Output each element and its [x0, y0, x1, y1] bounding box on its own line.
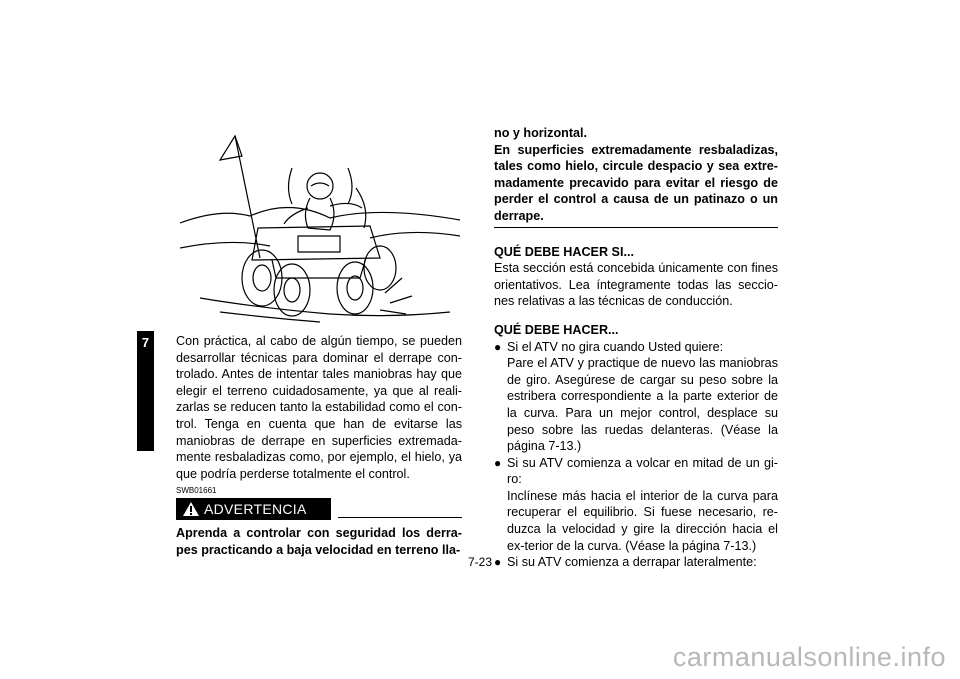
warning-continuation-2: En superficies extremadamente resbaladizas, tales como hielo, circule despacio y sea extre-madamente precavido para evitar el riesgo de perder el control a causa de un patinazo o un derrape. — [494, 142, 778, 223]
section-heading-que-debe-hacer-si: QUÉ DEBE HACER SI... — [494, 244, 634, 259]
list-item — [494, 455, 778, 488]
section-heading-que-debe-hacer: QUÉ DEBE HACER... — [494, 322, 619, 337]
bullet-icon: ● — [494, 555, 502, 570]
warning-end-rule — [494, 227, 778, 228]
right-column — [494, 125, 778, 571]
list-item-body: Pare el ATV y practique de nuevo las maniobras de giro. Asegúrese de cargar su peso sobre la estribera correspondiente a la parte exterior de la curva. Para un mejor control, desplace su peso sobre las ruedas delanteras. (Véase la página 7-13.) — [507, 356, 778, 454]
warning-rule — [338, 517, 462, 518]
list-item-lead: Si el ATV no gira cuando Usted quiere: — [507, 339, 724, 354]
list-item-body: Inclínese más hacia el interior de la curva para recuperar el equilibrio. Si fuese necesario, re-duzca la velocidad y gire la dirección hacia el ex-terior de la curva. (Véase la página 7-13.) — [507, 488, 778, 553]
atv-rider-sliding-illustration — [180, 128, 460, 328]
warning-header — [176, 498, 462, 520]
warning-triangle-icon — [180, 498, 202, 520]
list-item — [494, 339, 778, 356]
warning-continuation: no y horizontal. — [494, 126, 588, 140]
page-number: 7-23 — [467, 555, 493, 569]
left-column — [176, 333, 462, 559]
chapter-tab: 7 — [137, 331, 154, 451]
skid-practice-paragraph: Con práctica, al cabo de algún tiempo, se pueden desarrollar técnicas para dominar el derrape con-trolado. Antes de intentar tales maniobras hay que elegir el terreno cuidadosamente, ya que al reali-zarlas se reducen tanto la estabilidad como el con-trol. Tenga en cuenta que han de evitarse las maniobras de derrape en superficies extremada-mente resbaladizas como, por ejemplo, el hielo, ya que podría perderse totalmente el control. — [176, 334, 462, 481]
list-item-lead: Si su ATV comienza a volcar en mitad de un gi-ro: — [507, 455, 778, 487]
bullet-icon: ● — [494, 455, 502, 470]
list-item-lead: Si su ATV comienza a derrapar lateralmente: — [507, 555, 757, 570]
warning-label: ADVERTENCIA — [204, 501, 307, 518]
warning-text: Aprenda a controlar con seguridad los derra-pes practicando a baja velocidad en terreno lla- — [176, 526, 462, 557]
warning-code: SWB01661 — [176, 486, 217, 496]
watermark: carmanualsonline.info — [672, 642, 946, 672]
warning-badge — [176, 498, 331, 520]
bullet-icon: ● — [494, 339, 502, 354]
section-intro-paragraph: Esta sección está concebida únicamente con fines orientativos. Lea íntegramente todas las seccio-nes relativas a las técnicas de conducción. — [494, 261, 778, 309]
